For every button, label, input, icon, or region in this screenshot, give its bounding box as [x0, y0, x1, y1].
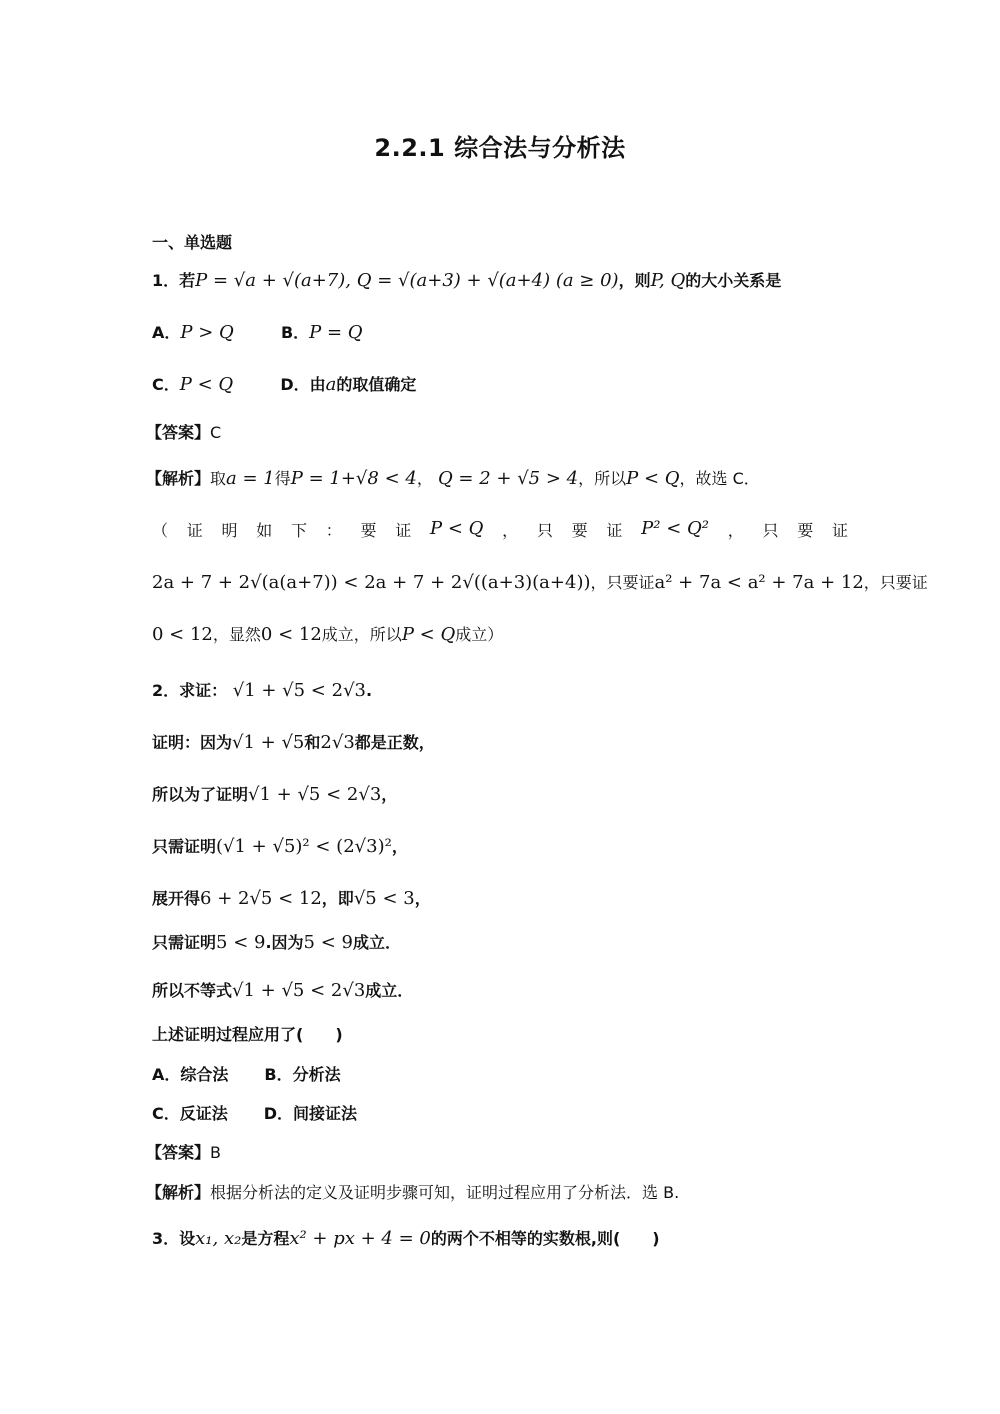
q2-proof-line6: 所以不等式√1 + √5 < 2√3成立．	[152, 980, 414, 1001]
q1-analysis-line3: 2a + 7 + 2√(a(a+7)) < 2a + 7 + 2√((a+3)(a+4))，只要证a² + 7a < a² + 7a + 12，只要证	[152, 572, 928, 593]
q2-proof-line3: 只需证明(√1 + √5)² < (2√3)²，	[152, 836, 408, 857]
q2-option-a: A．综合法	[152, 1065, 229, 1084]
q1-analysis-line4: 0 < 12，显然0 < 12成立，所以P < Q成立）	[152, 624, 504, 645]
q1-options-ab	[152, 320, 852, 343]
q1-option-d: D．由a的取值确定	[280, 374, 417, 395]
q2-proof-line1: 证明：因为√1 + √5和2√3都是正数，	[152, 732, 435, 753]
q2-option-b: B．分析法	[264, 1065, 341, 1084]
page-title: 2.2.1 综合法与分析法	[374, 134, 626, 162]
q1-analysis-line2: （ 证 明 如 下 ： 要 证 P < Q ， 只 要 证 P² < Q² ， 只 要 证	[152, 518, 848, 540]
q2-proof-line2: 所以为了证明√1 + √5 < 2√3，	[152, 784, 398, 805]
q2-question: 上述证明过程应用了( )	[152, 1025, 343, 1044]
q2-stem: 2．求证： √1 + √5 < 2√3.	[152, 680, 373, 701]
q1-analysis-line1: 【解析】取a = 1得P = 1+√8 < 4， Q = 2 + √5 > 4，所以P < Q，故选 C．	[146, 468, 760, 489]
section-heading: 一、单选题	[152, 233, 233, 252]
q2-options-ab	[152, 1062, 852, 1085]
q1-stem: 1．若P = √a + √(a+7), Q = √(a+3) + √(a+4) (a ≥ 0)，则P, Q的大小关系是	[152, 270, 782, 291]
q2-proof-line5: 只需证明5 < 9.因为5 < 9成立．	[152, 932, 401, 953]
q2-analysis: 【解析】根据分析法的定义及证明步骤可知，证明过程应用了分析法．选 B.	[146, 1183, 680, 1202]
q2-option-c: C．反证法	[152, 1104, 228, 1123]
q1-option-a: A．P > Q	[152, 322, 234, 343]
q3-stem: 3．设x₁, x₂是方程x² + px + 4 = 0的两个不相等的实数根,则( )	[152, 1228, 660, 1249]
q2-option-d: D．间接证法	[263, 1104, 358, 1123]
q1-option-c: C．P < Q	[152, 374, 234, 395]
q1-answer: 【答案】C	[146, 423, 222, 442]
q2-proof-line4: 展开得6 + 2√5 < 12，即√5 < 3，	[152, 888, 431, 909]
q2-options-cd	[152, 1101, 852, 1124]
q2-answer: 【答案】B	[146, 1143, 221, 1162]
q1-options-cd	[152, 372, 852, 395]
q1-option-b: B．P = Q	[280, 322, 363, 343]
